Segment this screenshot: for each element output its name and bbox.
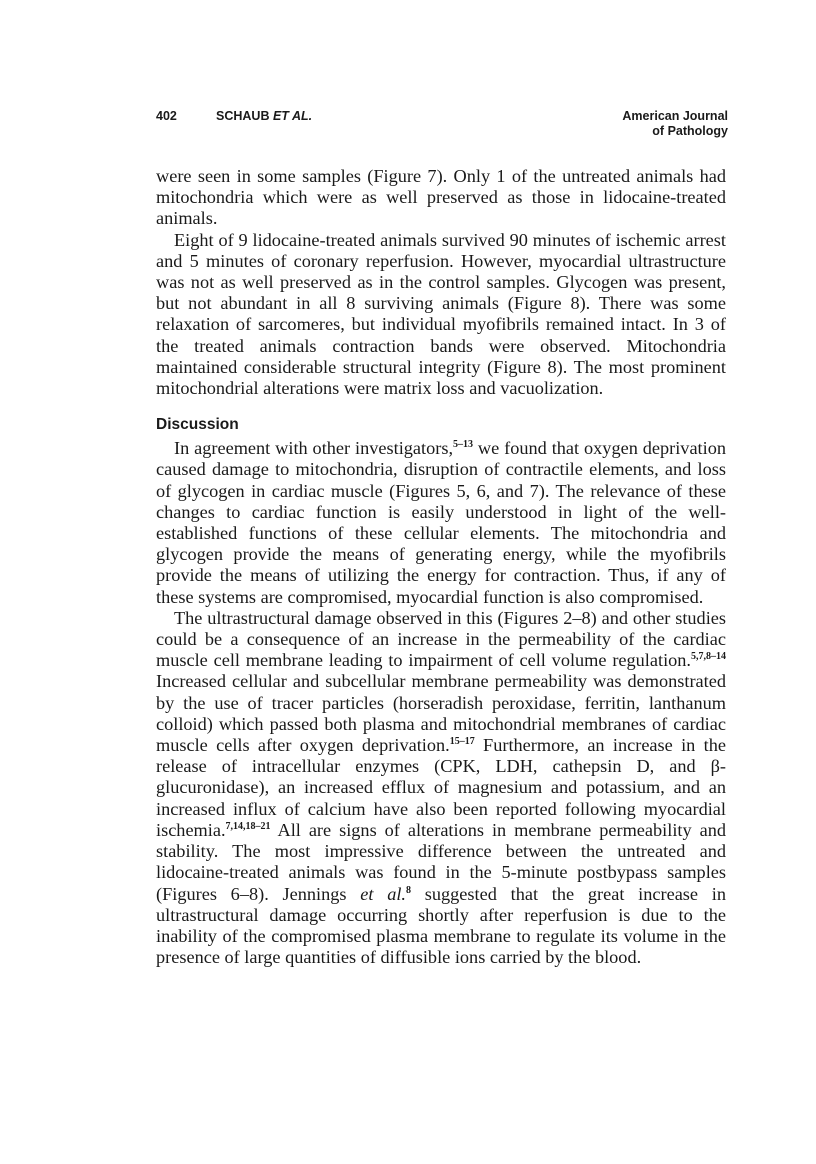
text-segment: suggested that the great increase in ultrastructural damage occurring shortly after reperfusion is due to the inability of the compromised plasma membrane to regulate its volume in the presence of large quantities of diffusible ions carried by the blood. [156, 883, 727, 968]
section-heading-discussion: Discussion [156, 416, 239, 434]
reference-superscript: 5–13 [453, 439, 474, 451]
text-segment: In agreement with other investigators, [174, 438, 454, 459]
author-name: SCHAUB [216, 109, 270, 123]
article-body [156, 166, 726, 968]
reference-superscript: 7,14,18–21 [225, 820, 271, 832]
paragraph-discussion-1 [156, 438, 726, 608]
journal-name-line1: American Journal [622, 109, 728, 123]
journal-running-head [622, 109, 728, 139]
author-etal: ET AL. [272, 109, 313, 123]
text-segment: All are signs of alterations in membrane permeability and stability. The most impressive difference between the untreated and lidocaine-treated animals was found in the 5-minute postbypass samples (Figures 6–8). Jennings [156, 819, 726, 904]
author-running-head [216, 109, 312, 124]
text-segment: we found that oxygen deprivation caused damage to mitochondria, disruption of contractile elements, and loss of glycogen in cardiac muscle (Figures 5, 6, and 7). The relevance of these changes to cardiac function is easily understood in light of the well-established functions of these cellular elements. The mitochondria and glycogen provide the means of generating energy, while the myofibrils provide the means of utilizing the energy for contraction. Thus, if any of these systems are compromised, myocardial function is also compromised. [156, 438, 726, 607]
reference-superscript: 5,7,8–14 [691, 651, 726, 663]
text-segment: The ultrastructural damage observed in this (Figures 2–8) and other studies could be a consequence of an increase in the permeability of the cardiac muscle cell membrane leading to impairment of cell volume regulation. [156, 607, 726, 671]
reference-superscript: 8 [406, 884, 412, 896]
paragraph-lidocaine-results: Eight of 9 lidocaine-treated animals survived 90 minutes of ischemic arrest and 5 minutes of coronary reperfusion. However, myocardial ultrastructure was not as well preserved as in the control samples. Glycogen was present, but not abundant in all 8 surviving animals (Figure 8). There was some relaxation of sarcomeres, but individual myofibrils remained intact. In 3 of the treated animals contraction bands were observed. Mitochondria maintained considerable structural integrity (Figure 8). The most prominent mitochondrial alterations were matrix loss and vacuolization. [156, 229, 726, 399]
et-al-italic: et al. [360, 883, 407, 904]
journal-name-line2: of Pathology [652, 124, 728, 138]
text-segment: Furthermore, an increase in the release of intracellular enzymes (CPK, LDH, cathepsin D, and β-glucuronidase), an increased efflux of magnesium and potassium, and an increased influx of calcium have also been reported following myocardial ischemia. [156, 735, 726, 840]
page-number: 402 [156, 109, 177, 123]
paragraph-discussion-2 [156, 608, 726, 968]
paragraph-continued: were seen in some samples (Figure 7). Only 1 of the untreated animals had mitochondria which were as well preserved as those in lidocaine-treated animals. [156, 166, 726, 229]
reference-superscript: 15–17 [449, 736, 475, 748]
text-segment: Increased cellular and subcellular membrane permeability was demonstrated by the use of tracer particles (horseradish peroxidase, ferritin, lanthanum colloid) which passed both plasma and mitochondrial membranes of cardiac muscle cells after oxygen deprivation. [156, 671, 726, 756]
